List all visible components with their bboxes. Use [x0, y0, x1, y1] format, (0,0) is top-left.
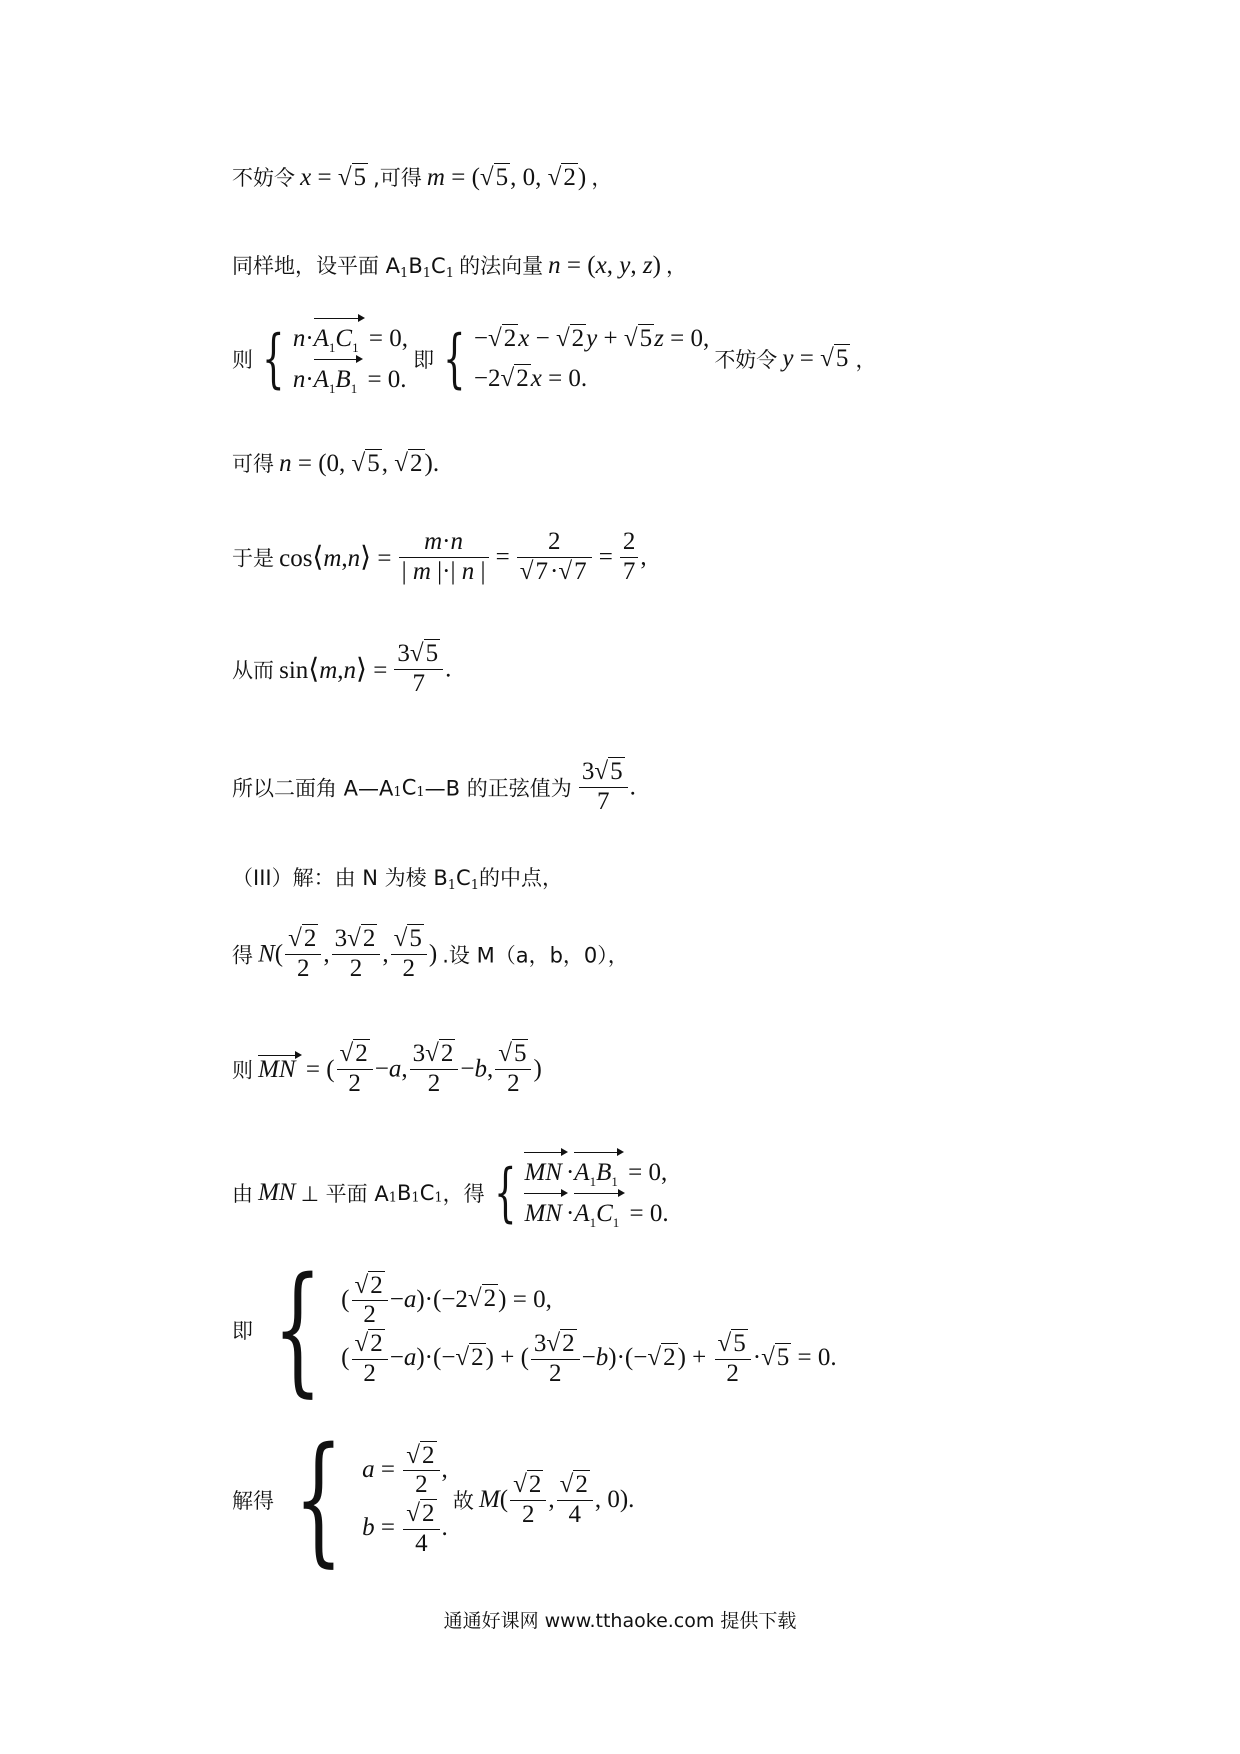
- fraction: $\frac{3√5}{7}$: [394, 640, 443, 699]
- text: —B 的正弦值为: [424, 776, 572, 801]
- line-2: 同样地，设平面 $A_1B_1C_1$ 的法向量 n = (x, y, z) ，: [232, 252, 687, 282]
- text: 则: [232, 348, 253, 372]
- fraction: $\frac{2}{√7\cdot√7}$: [517, 528, 592, 587]
- fraction: $\frac{3√5}{7}$: [579, 758, 628, 817]
- math: n = (x, y, z): [548, 252, 661, 279]
- line-12: [232, 1248, 837, 1411]
- text: ⊥ 平面 A: [300, 1182, 389, 1206]
- text: 的法向量: [459, 254, 544, 278]
- text: ，得: [442, 1182, 485, 1206]
- line-4: [232, 448, 439, 478]
- left-brace: {: [294, 1418, 344, 1581]
- line-10: 则 MN = ( $\frac{√2}{2}$ −a, $\frac{3√2}{2}$ −b, $\frac{√5}{2}$ ): [232, 1040, 542, 1097]
- left-brace: {: [443, 322, 466, 396]
- math: cos⟨m,n⟩ =: [279, 542, 392, 574]
- text: C: [431, 254, 446, 278]
- text: 于是: [232, 546, 274, 571]
- fraction: $\frac{2}{7}$: [620, 528, 639, 587]
- line-13: 解得 { a = $\frac{√2}{2}$ , b = $\frac{√2}{4}$ . 故 M( $\frac{√2}{2}$ , $\frac{√2}{4}$ , 0).: [232, 1418, 635, 1581]
- text: 故: [452, 1489, 474, 1513]
- text: C: [419, 1181, 435, 1205]
- left-brace: {: [262, 322, 285, 396]
- text: 由: [232, 1182, 253, 1206]
- text: C: [456, 866, 471, 890]
- text: 不妨令: [232, 166, 295, 190]
- text: 则: [232, 1058, 253, 1083]
- math: m = (√5, 0, √2): [426, 164, 587, 191]
- system-2: −√2x − √2y + √5z = 0, −2√2x = 0.: [473, 325, 710, 392]
- footer-credit: 通通好课网 www.tthaoke.com 提供下载: [443, 1610, 797, 1632]
- text: 可得: [232, 452, 274, 476]
- text: 不妨令: [714, 348, 778, 372]
- line-11: 由 MN ⊥ 平面 $A_1B_1C_1$，得 { MN $\cdot A_1B_1 = 0$, MN $\cdot A_1C_1 = 0$.: [232, 1152, 669, 1234]
- system-4: ( $\frac{√2}{2}$ −a)·(−2√2) = 0, ( $\frac{√2}{2}$ −a)·(−√2) + ( $\frac{3√2}{2}$ −b)·(−√2) + $\frac{√5}{2}$ ·√5 = 0.: [341, 1271, 837, 1387]
- math: x = √5: [300, 164, 367, 191]
- text: 同样地，设平面 A: [232, 254, 401, 278]
- text: .设 M（a，b，0），: [442, 943, 629, 968]
- line-3: [232, 318, 876, 400]
- line-1: [232, 162, 612, 192]
- text: 解得: [232, 1489, 274, 1513]
- line-5: 于是 cos⟨m,n⟩ = $\frac{m\cdot n}{| m |\cdot| n |}$ = $\frac{2}{√7\cdot√7}$ = $\frac{2}{7}$ ,: [232, 528, 647, 585]
- fraction: $\frac{m\cdot n}{| m |\cdot| n |}$: [399, 528, 489, 587]
- text: 的中点，: [478, 866, 563, 890]
- system-3: MN $\cdot A_1B_1 = 0$, MN $\cdot A_1C_1 = 0$.: [524, 1152, 668, 1234]
- text: 得: [232, 943, 253, 968]
- text: 即: [413, 348, 435, 372]
- text: ，: [665, 254, 687, 278]
- line-6: 从而 sin⟨m,n⟩ = $\frac{3√5}{7}$ .: [232, 640, 452, 697]
- line-9: 得 N( $\frac{√2}{2}$ , $\frac{3√2}{2}$ , $\frac{√5}{2}$ ) .设 M（a，b，0），: [232, 925, 629, 982]
- math: n = (0, √5, √2).: [279, 450, 440, 477]
- math: y = √5: [782, 345, 849, 372]
- left-brace: {: [273, 1248, 323, 1411]
- text: ，: [855, 348, 877, 372]
- text: 从而: [232, 658, 274, 683]
- text: ,可得: [373, 166, 422, 190]
- text: B: [396, 1181, 412, 1205]
- math: sin⟨m,n⟩ =: [279, 654, 388, 686]
- line-8: （III）解：由 N 为棱 $B_1C_1$的中点，: [232, 866, 563, 894]
- text: 即: [232, 1319, 253, 1343]
- text: B: [408, 254, 423, 278]
- text: C: [401, 775, 417, 800]
- text: ，: [591, 166, 613, 190]
- left-brace: {: [493, 1156, 517, 1230]
- text: 所以二面角 A—A: [232, 776, 394, 801]
- system-5: a = $\frac{√2}{2}$ , b = $\frac{√2}{4}$ .: [362, 1441, 448, 1557]
- text: （III）解：由 N 为棱 B: [232, 866, 448, 890]
- line-7: 所以二面角 $A—A_1C_1—B$ 的正弦值为 $\frac{3√5}{7}$ .: [232, 758, 636, 815]
- system-1: $n\cdot A_1C_1 = 0$, $n\cdot A_1B_1 = 0$.: [293, 318, 408, 400]
